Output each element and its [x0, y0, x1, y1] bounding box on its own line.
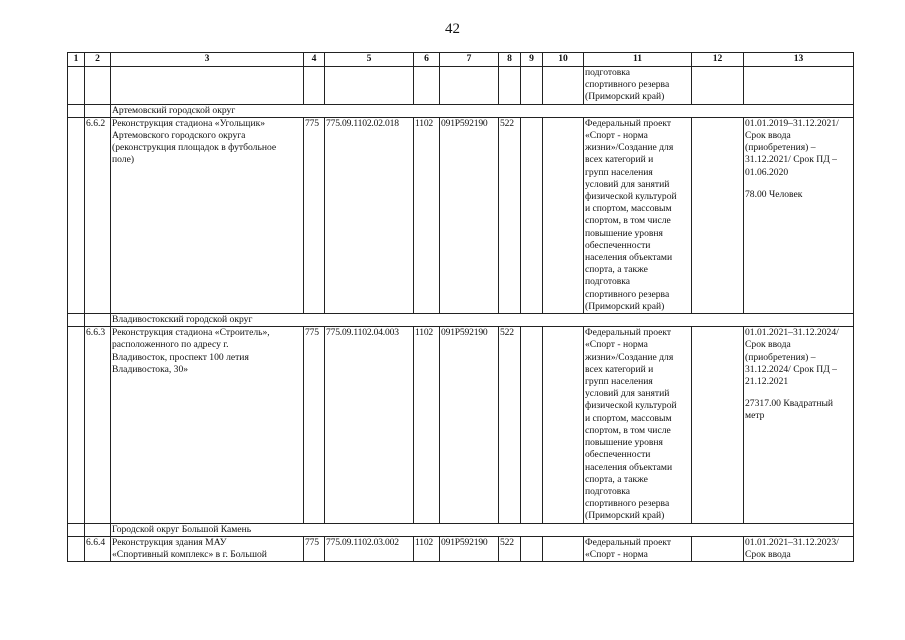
column-header: 8 — [499, 53, 521, 67]
code-col7: 091P592190 — [440, 117, 499, 313]
project-line: спортом, в том числе — [585, 424, 671, 436]
column-header: 10 — [543, 53, 584, 67]
column-header: 2 — [85, 53, 111, 67]
code-col8: 522 — [499, 117, 521, 313]
project-line: подготовка — [585, 485, 631, 497]
row-number: 6.6.3 — [85, 327, 111, 523]
project-line: и спортом, массовым — [585, 412, 672, 424]
project-line: физической культурой — [585, 191, 677, 203]
district-name: Городской округ Большой Камень — [111, 523, 854, 536]
object-name-line: Владивостока, 30» — [112, 363, 189, 375]
terms-line: 31.12.2021/ Срок ПД – — [745, 154, 837, 166]
column-header: 6 — [414, 53, 440, 67]
object-name-cell — [111, 327, 304, 523]
project-line: «Спорт - норма — [585, 130, 648, 142]
project-line: условий для занятий — [585, 388, 670, 400]
project-cell — [584, 536, 692, 561]
project-line: спорта, а также — [585, 264, 648, 276]
project-line: подготовка — [585, 67, 631, 78]
project-line: жизни»/Создание для — [585, 142, 674, 154]
column-header: 5 — [325, 53, 414, 67]
object-name-line: Реконструкция здания МАУ — [112, 536, 227, 548]
code-col8: 522 — [499, 536, 521, 561]
column-header: 1 — [68, 53, 85, 67]
project-line: подготовка — [585, 276, 631, 288]
investment-table — [67, 52, 854, 562]
district-row — [68, 104, 854, 117]
code-col6: 1102 — [414, 327, 440, 523]
object-name-line: Реконструкция стадиона «Строитель», — [112, 327, 270, 339]
column-header-row — [68, 53, 854, 67]
terms-line: Срок ввода — [745, 339, 791, 351]
code-col7: 091P592190 — [440, 327, 499, 523]
code-col4: 775 — [304, 536, 325, 561]
project-line: повышение уровня — [585, 437, 663, 449]
code-col6: 1102 — [414, 536, 440, 561]
project-line: (Приморский край) — [585, 300, 665, 312]
project-line: групп населения — [585, 376, 653, 388]
code-col7: 091P592190 — [440, 536, 499, 561]
project-line: условий для занятий — [585, 178, 670, 190]
project-line: и спортом, массовым — [585, 203, 672, 215]
terms-cell — [744, 117, 854, 313]
project-line: Федеральный проект — [585, 536, 672, 548]
project-line: физической культурой — [585, 400, 677, 412]
project-line: населения объектами — [585, 252, 673, 264]
terms-line: 01.01.2021–31.12.2023/ — [745, 536, 839, 548]
object-name-line: «Спортивный комплекс» в г. Большой — [112, 548, 267, 560]
project-line: спорта, а также — [585, 473, 648, 485]
continuation-row — [68, 67, 854, 105]
project-line: спортом, в том числе — [585, 215, 671, 227]
object-name-cell — [111, 117, 304, 313]
terms-line: (приобретения) – — [745, 351, 816, 363]
capacity-value: 27317.00 Квадратный метр — [745, 398, 834, 422]
code-col8: 522 — [499, 327, 521, 523]
project-cell — [584, 117, 692, 313]
terms-line: 01.01.2021–31.12.2024/ — [745, 327, 839, 339]
table-row — [68, 117, 854, 313]
terms-cell — [744, 536, 854, 561]
code-col5: 775.09.1102.02.018 — [325, 117, 414, 313]
page-number: 42 — [445, 21, 460, 37]
capacity-value: 78.00 Человек — [745, 188, 803, 200]
object-name-line: (реконструкция площадок в футбольное — [112, 142, 277, 154]
terms-cell — [744, 327, 854, 523]
project-line: обеспеченности — [585, 239, 651, 251]
column-header: 4 — [304, 53, 325, 67]
code-col5: 775.09.1102.04.003 — [325, 327, 414, 523]
terms-line: 31.12.2024/ Срок ПД – — [745, 363, 837, 375]
project-cell — [584, 67, 692, 105]
row-number: 6.6.4 — [85, 536, 111, 561]
object-name-cell — [111, 536, 304, 561]
column-header: 13 — [744, 53, 854, 67]
project-line: спортивного резерва — [585, 498, 670, 510]
project-line: спортивного резерва — [585, 288, 670, 300]
code-col6: 1102 — [414, 117, 440, 313]
object-name-line: Артемовского городского округа — [112, 130, 246, 142]
project-line: «Спорт - норма — [585, 548, 648, 560]
object-name-line: расположенного по адресу г. — [112, 339, 229, 351]
project-line: повышение уровня — [585, 227, 663, 239]
column-header: 11 — [584, 53, 692, 67]
project-line: (Приморский край) — [585, 91, 665, 103]
project-line: обеспеченности — [585, 449, 651, 461]
terms-line: Срок ввода — [745, 130, 791, 142]
project-line: населения объектами — [585, 461, 673, 473]
code-col4: 775 — [304, 327, 325, 523]
code-col5: 775.09.1102.03.002 — [325, 536, 414, 561]
district-name: Владивостокский городской округ — [111, 314, 854, 327]
project-line: всех категорий и — [585, 154, 654, 166]
column-header: 9 — [521, 53, 543, 67]
project-cell — [584, 327, 692, 523]
project-line: Федеральный проект — [585, 327, 672, 339]
project-line: Федеральный проект — [585, 117, 672, 129]
district-row — [68, 523, 854, 536]
terms-line: Срок ввода — [745, 548, 791, 560]
code-col4: 775 — [304, 117, 325, 313]
project-line: всех категорий и — [585, 363, 654, 375]
project-line: «Спорт - норма — [585, 339, 648, 351]
table-row — [68, 536, 854, 561]
terms-line: 01.06.2020 — [745, 166, 789, 178]
terms-line: 01.01.2019–31.12.2021/ — [745, 117, 839, 129]
project-line: спортивного резерва — [585, 79, 670, 91]
project-line: жизни»/Создание для — [585, 351, 674, 363]
object-name-line: поле) — [112, 154, 135, 166]
row-number: 6.6.2 — [85, 117, 111, 313]
district-row — [68, 314, 854, 327]
column-header: 7 — [440, 53, 499, 67]
project-line: (Приморский край) — [585, 510, 665, 522]
object-name-line: Владивосток, проспект 100 летия — [112, 351, 249, 363]
column-header: 3 — [111, 53, 304, 67]
object-name-line: Реконструкция стадиона «Угольщик» — [112, 117, 266, 129]
district-name: Артемовский городской округ — [111, 104, 854, 117]
project-line: групп населения — [585, 166, 653, 178]
terms-line: 21.12.2021 — [745, 376, 789, 388]
column-header: 12 — [692, 53, 744, 67]
terms-line: (приобретения) – — [745, 142, 816, 154]
table-row — [68, 327, 854, 523]
